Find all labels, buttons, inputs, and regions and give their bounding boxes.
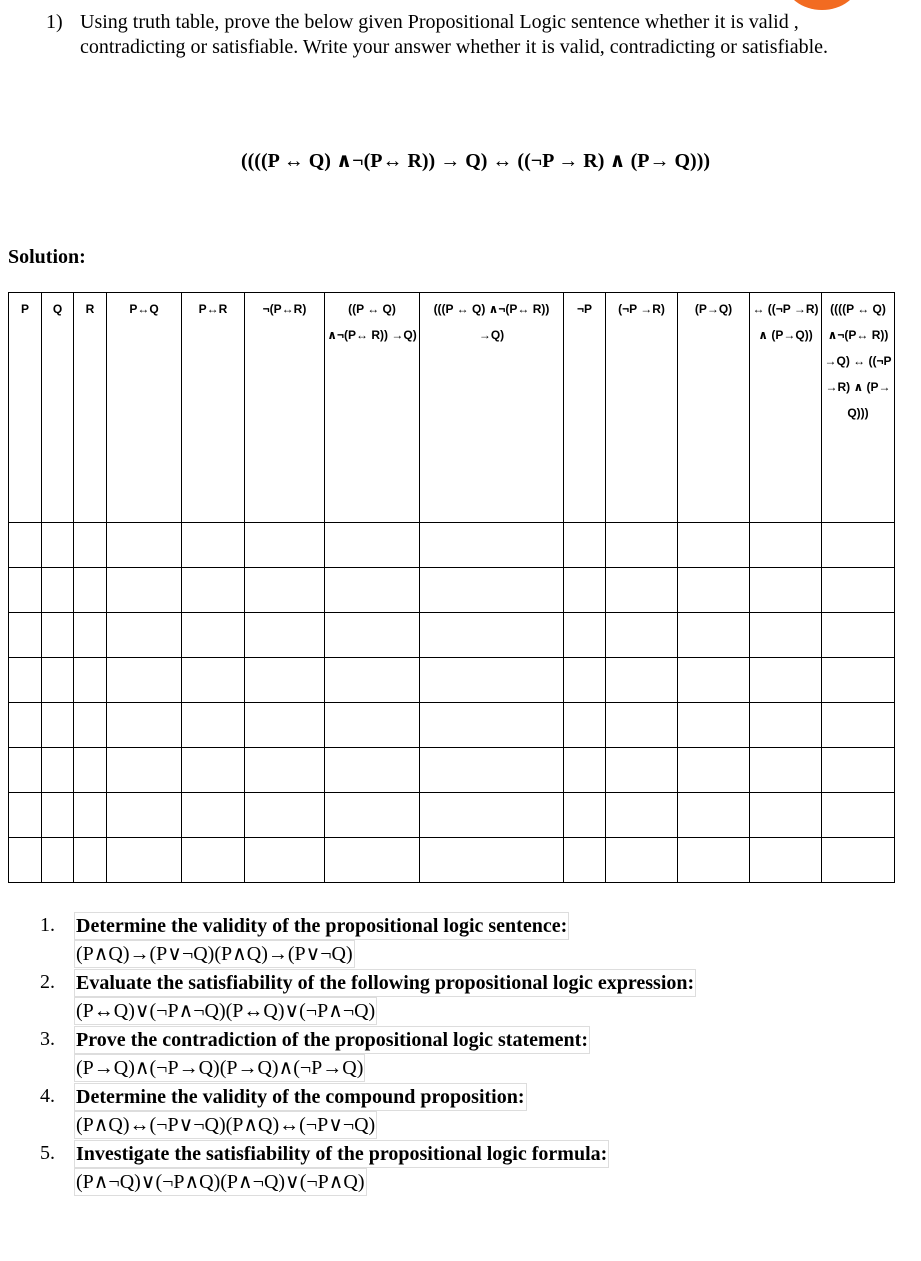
- task-number: 1.: [40, 914, 55, 936]
- header-cell: (¬P →R): [606, 293, 678, 523]
- header-cell: ((((P ↔ Q) ∧¬(P↔ R)) →Q) ↔ ((¬P →R) ∧ (P→ Q))): [822, 293, 895, 523]
- truth-table-cell[interactable]: [42, 748, 74, 793]
- truth-table-cell[interactable]: [182, 793, 245, 838]
- truth-table-cell[interactable]: [678, 838, 750, 883]
- header-cell: Q: [42, 293, 74, 523]
- truth-table-cell[interactable]: [9, 838, 42, 883]
- truth-table-cell[interactable]: [74, 838, 107, 883]
- truth-table-cell[interactable]: [42, 523, 74, 568]
- task-formula: (P∧¬Q)∨(¬P∧Q)(P∧¬Q)∨(¬P∧Q): [74, 1168, 367, 1196]
- truth-table-cell[interactable]: [107, 523, 182, 568]
- truth-table-cell[interactable]: [420, 523, 564, 568]
- truth-table-cell[interactable]: [606, 658, 678, 703]
- truth-table-cell[interactable]: [182, 838, 245, 883]
- truth-table-cell[interactable]: [74, 748, 107, 793]
- task-number: 5.: [40, 1142, 55, 1164]
- truth-table-header-row: [9, 293, 895, 523]
- question-number: 1): [46, 11, 63, 33]
- truth-table-cell[interactable]: [74, 523, 107, 568]
- task-title: Determine the validity of the compound proposition:: [74, 1083, 527, 1111]
- truth-table-cell[interactable]: [325, 748, 420, 793]
- truth-table-cell[interactable]: [9, 793, 42, 838]
- task-formula: (P↔Q)∨(¬P∧¬Q)(P↔Q)∨(¬P∧¬Q): [74, 997, 377, 1025]
- truth-table-cell[interactable]: [564, 703, 606, 748]
- truth-table-cell[interactable]: [822, 523, 895, 568]
- truth-table-cell[interactable]: [245, 703, 325, 748]
- truth-table-cell[interactable]: [74, 793, 107, 838]
- truth-table-row: [9, 838, 895, 883]
- truth-table-cell[interactable]: [74, 568, 107, 613]
- truth-table-cell[interactable]: [107, 703, 182, 748]
- truth-table-cell[interactable]: [564, 838, 606, 883]
- truth-table-cell[interactable]: [822, 703, 895, 748]
- task-formula: (P∧Q)↔(¬P∨¬Q)(P∧Q)↔(¬P∨¬Q): [74, 1111, 377, 1139]
- truth-table-cell[interactable]: [182, 703, 245, 748]
- truth-table-cell[interactable]: [182, 568, 245, 613]
- task-title: Determine the validity of the propositional logic sentence:: [74, 912, 569, 940]
- truth-table-cell[interactable]: [9, 568, 42, 613]
- truth-table-cell[interactable]: [245, 793, 325, 838]
- truth-table-cell[interactable]: [182, 658, 245, 703]
- truth-table-cell[interactable]: [107, 838, 182, 883]
- truth-table-cell[interactable]: [74, 703, 107, 748]
- header-cell: P↔Q: [107, 293, 182, 523]
- task-number: 4.: [40, 1085, 55, 1107]
- truth-table-cell[interactable]: [9, 523, 42, 568]
- truth-table-cell[interactable]: [564, 793, 606, 838]
- truth-table-cell[interactable]: [325, 658, 420, 703]
- truth-table-cell[interactable]: [606, 703, 678, 748]
- truth-table: [8, 292, 895, 883]
- truth-table-cell[interactable]: [822, 748, 895, 793]
- truth-table-cell[interactable]: [245, 568, 325, 613]
- truth-table-cell[interactable]: [606, 793, 678, 838]
- task-formula: (P→Q)∧(¬P→Q)(P→Q)∧(¬P→Q): [74, 1054, 365, 1082]
- truth-table-row: [9, 523, 895, 568]
- truth-table-cell[interactable]: [678, 793, 750, 838]
- truth-table-cell[interactable]: [750, 523, 822, 568]
- truth-table-cell[interactable]: [107, 613, 182, 658]
- truth-table-cell[interactable]: [42, 568, 74, 613]
- truth-table-cell[interactable]: [750, 658, 822, 703]
- truth-table-cell[interactable]: [42, 613, 74, 658]
- truth-table-cell[interactable]: [678, 748, 750, 793]
- truth-table-cell[interactable]: [822, 613, 895, 658]
- header-cell: (((P ↔ Q) ∧¬(P↔ R)) →Q): [420, 293, 564, 523]
- truth-table-cell[interactable]: [107, 568, 182, 613]
- truth-table-cell[interactable]: [325, 703, 420, 748]
- truth-table-cell[interactable]: [822, 658, 895, 703]
- truth-table-cell[interactable]: [325, 613, 420, 658]
- truth-table-cell[interactable]: [564, 568, 606, 613]
- task-item: [40, 969, 900, 1025]
- truth-table-cell[interactable]: [564, 523, 606, 568]
- truth-table-cell[interactable]: [750, 568, 822, 613]
- truth-table-cell[interactable]: [74, 613, 107, 658]
- truth-table-cell[interactable]: [42, 658, 74, 703]
- task-title: Investigate the satisfiability of the propositional logic formula:: [74, 1140, 609, 1168]
- truth-table-cell[interactable]: [9, 658, 42, 703]
- truth-table-cell[interactable]: [420, 748, 564, 793]
- truth-table-cell[interactable]: [678, 568, 750, 613]
- truth-table-cell[interactable]: [9, 703, 42, 748]
- task-number: 3.: [40, 1028, 55, 1050]
- header-cell: ↔ ((¬P →R) ∧ (P→Q)): [750, 293, 822, 523]
- truth-table-row: [9, 568, 895, 613]
- truth-table-cell[interactable]: [750, 838, 822, 883]
- truth-table-cell[interactable]: [420, 613, 564, 658]
- truth-table-row: [9, 793, 895, 838]
- header-cell: (P→Q): [678, 293, 750, 523]
- truth-table-cell[interactable]: [606, 838, 678, 883]
- task-formula: (P∧Q)→(P∨¬Q)(P∧Q)→(P∨¬Q): [74, 940, 355, 968]
- solution-label: Solution:: [8, 246, 86, 268]
- truth-table-cell[interactable]: [245, 838, 325, 883]
- truth-table-cell[interactable]: [420, 838, 564, 883]
- truth-table-cell[interactable]: [9, 748, 42, 793]
- question-block: [46, 10, 876, 60]
- orange-corner-mark: [785, 0, 859, 10]
- question-text: Using truth table, prove the below given Propositional Logic sentence whether it is valid , contradicting or satisfiable. Write your answer whether it is valid, contradicting or satisfiable.: [80, 11, 829, 58]
- truth-table-cell[interactable]: [678, 523, 750, 568]
- truth-table-cell[interactable]: [678, 658, 750, 703]
- truth-table-cell[interactable]: [42, 703, 74, 748]
- header-cell: P: [9, 293, 42, 523]
- truth-table-cell[interactable]: [325, 568, 420, 613]
- truth-table-cell[interactable]: [325, 838, 420, 883]
- truth-table-cell[interactable]: [564, 748, 606, 793]
- header-cell: ¬(P↔R): [245, 293, 325, 523]
- task-list: [40, 912, 900, 1197]
- truth-table-cell[interactable]: [750, 793, 822, 838]
- main-formula: ((((P ↔ Q) ∧¬(P↔ R)) → Q) ↔ ((¬P → R) ∧ (P→ Q))): [240, 150, 711, 172]
- truth-table-cell[interactable]: [245, 613, 325, 658]
- truth-table-cell[interactable]: [74, 658, 107, 703]
- truth-table-row: [9, 703, 895, 748]
- truth-table-row: [9, 658, 895, 703]
- truth-table-cell[interactable]: [420, 568, 564, 613]
- truth-table-cell[interactable]: [245, 748, 325, 793]
- header-cell: ¬P: [564, 293, 606, 523]
- truth-table-cell[interactable]: [822, 568, 895, 613]
- truth-table-cell[interactable]: [182, 523, 245, 568]
- header-cell: P↔R: [182, 293, 245, 523]
- truth-table-cell[interactable]: [182, 613, 245, 658]
- truth-table-cell[interactable]: [564, 613, 606, 658]
- truth-table-cell[interactable]: [420, 658, 564, 703]
- header-cell: ((P ↔ Q) ∧¬(P↔ R)) →Q): [325, 293, 420, 523]
- truth-table-cell[interactable]: [678, 613, 750, 658]
- truth-table-cell[interactable]: [42, 793, 74, 838]
- truth-table-cell[interactable]: [750, 703, 822, 748]
- task-item: [40, 1083, 900, 1139]
- truth-table-cell[interactable]: [750, 748, 822, 793]
- truth-table-cell[interactable]: [42, 838, 74, 883]
- truth-table-cell[interactable]: [420, 703, 564, 748]
- truth-table-cell[interactable]: [9, 613, 42, 658]
- truth-table-row: [9, 613, 895, 658]
- truth-table-cell[interactable]: [822, 793, 895, 838]
- task-title: Evaluate the satisfiability of the following propositional logic expression:: [74, 969, 696, 997]
- truth-table-cell[interactable]: [606, 613, 678, 658]
- truth-table-cell[interactable]: [325, 523, 420, 568]
- truth-table-cell[interactable]: [606, 568, 678, 613]
- truth-table-cell[interactable]: [564, 658, 606, 703]
- truth-table-cell[interactable]: [822, 838, 895, 883]
- header-cell: R: [74, 293, 107, 523]
- truth-table-cell[interactable]: [182, 748, 245, 793]
- truth-table-cell[interactable]: [245, 658, 325, 703]
- task-number: 2.: [40, 971, 55, 993]
- task-item: [40, 1140, 900, 1196]
- truth-table-cell[interactable]: [606, 523, 678, 568]
- truth-table-cell[interactable]: [750, 613, 822, 658]
- task-item: [40, 1026, 900, 1082]
- truth-table-cell[interactable]: [325, 793, 420, 838]
- truth-table-cell[interactable]: [107, 748, 182, 793]
- truth-table-row: [9, 748, 895, 793]
- truth-table-cell[interactable]: [245, 523, 325, 568]
- truth-table-cell[interactable]: [107, 658, 182, 703]
- truth-table-cell[interactable]: [606, 748, 678, 793]
- truth-table-cell[interactable]: [107, 793, 182, 838]
- task-item: [40, 912, 900, 968]
- task-title: Prove the contradiction of the propositional logic statement:: [74, 1026, 590, 1054]
- truth-table-cell[interactable]: [678, 703, 750, 748]
- truth-table-cell[interactable]: [420, 793, 564, 838]
